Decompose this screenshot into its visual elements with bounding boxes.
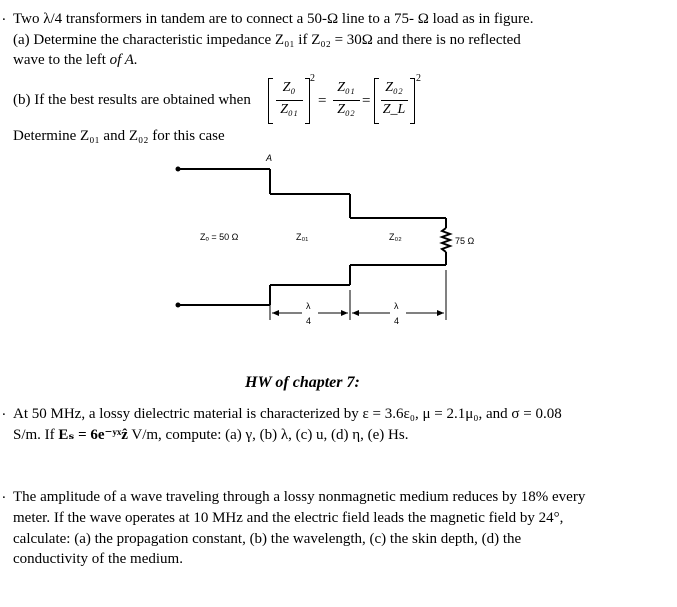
problem1-line1: Two λ/4 transformers in tandem are to connect a 50-Ω line to a 75- Ω load as in figure. <box>13 11 534 27</box>
bullet-hw1: . <box>2 403 6 419</box>
problem1-line5: Determine Z₀₁ and Z₀₂ for this case <box>13 128 225 144</box>
hw1-line1: At 50 MHz, a lossy dielectric material is characterized by ε = 3.6ε₀, μ = 2.1μ₀, and σ = 0.08 <box>13 406 562 422</box>
frac2-den: Z₀₂ <box>337 102 355 117</box>
bullet-problem1: . <box>2 8 6 24</box>
equals-1: = <box>318 93 327 109</box>
power-1: 2 <box>310 73 315 84</box>
equals-2: = <box>362 93 371 109</box>
arrow-2-left <box>352 310 359 316</box>
arrow-1-right <box>341 310 348 316</box>
frac3-num: Z₀₂ <box>385 80 403 95</box>
frac2-num: Z₀₁ <box>337 80 355 95</box>
z02-label: Z₀₂ <box>389 232 402 242</box>
z01-label: Z₀₁ <box>296 232 309 242</box>
problem1-line4: (b) If the best results are obtained when <box>13 92 251 108</box>
hw2-line1: The amplitude of a wave traveling through a lossy nonmagnetic medium reduces by 18% every <box>13 489 586 505</box>
four-2: 4 <box>394 316 400 326</box>
lambda-2: λ <box>394 301 399 311</box>
hw1-line2-pre: S/m. If <box>13 427 59 443</box>
problem1-line3-em: of A. <box>109 52 138 68</box>
hw1-field-expr: Eₛ = 6e⁻ʸˣẑ <box>58 427 128 443</box>
arrow-2-right <box>437 310 444 316</box>
hw2-line3: calculate: (a) the propagation constant, (b) the wavelength, (c) the skin depth, (d) the <box>13 531 522 547</box>
hw-heading: HW of chapter 7: <box>245 374 360 391</box>
problem1-line2: (a) Determine the characteristic impedance Z₀₁ if Z₀₂ = 30Ω and there is no reflected <box>13 32 521 48</box>
load-resistor <box>442 228 450 252</box>
four-1: 4 <box>306 316 312 326</box>
bullet-hw2: . <box>2 486 6 502</box>
frac1-den: Z₀₁ <box>280 102 298 117</box>
z0-label: Zₒ = 50 Ω <box>200 232 239 242</box>
frac3-den: Z_L <box>382 102 406 117</box>
problem1-line3-pre: wave to the left <box>13 52 110 68</box>
hw2-line2: meter. If the wave operates at 10 MHz and the electric field leads the magnetic field by 24°, <box>13 510 564 526</box>
power-3: 2 <box>416 73 421 84</box>
hw1-line2 <box>13 426 408 444</box>
lambda-1: λ <box>306 301 311 311</box>
node-a-label: A <box>266 153 273 163</box>
hw2-line4: conductivity of the medium. <box>13 551 183 567</box>
frac1-num: Z₀ <box>282 80 296 95</box>
arrow-1-left <box>272 310 279 316</box>
load-label: 75 Ω <box>455 236 475 246</box>
hw1-line2-post: V/m, compute: (a) γ, (b) λ, (c) u, (d) η, (e) Hs. <box>127 427 409 443</box>
